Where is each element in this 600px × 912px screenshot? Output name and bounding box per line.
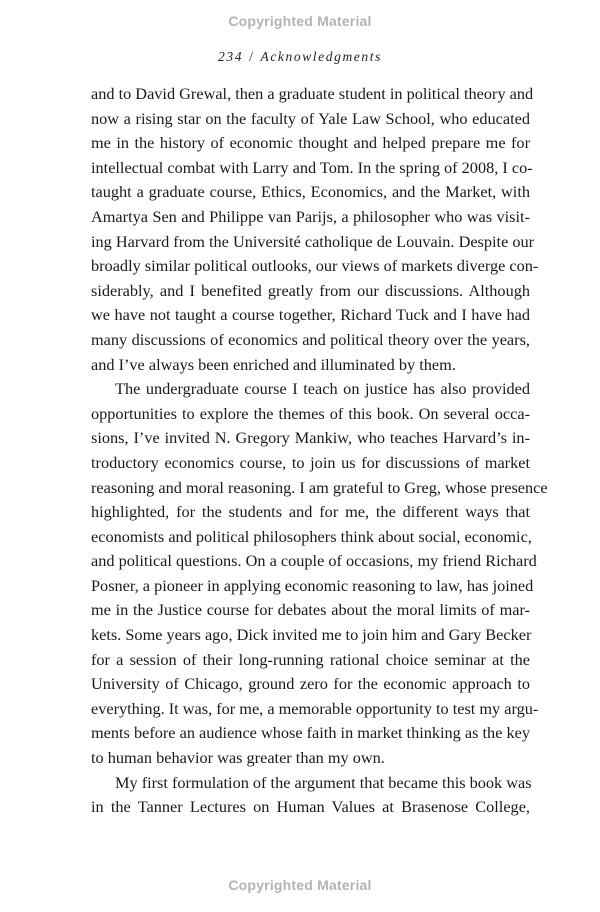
text-line: many discussions of economics and political theory over the years, (91, 329, 530, 349)
copyright-watermark-bottom: Copyrighted Material (228, 877, 372, 893)
text-line: we have not taught a course together, Richard Tuck and I have had (91, 305, 530, 325)
text-line: intellectual combat with Larry and Tom. In the spring of 2008, I co- (91, 157, 533, 177)
text-line: me in the history of economic thought and helped prepare me for (91, 133, 530, 153)
text-line: highlighted, for the students and for me, the different ways that (91, 502, 530, 522)
text-line: sions, I’ve invited N. Gregory Mankiw, who teaches Harvard’s in- (91, 428, 530, 448)
text-line: broadly similar political outlooks, our views of markets diverge con- (91, 256, 539, 276)
header-separator: / (249, 49, 255, 64)
paragraph (91, 82, 539, 377)
text-line: everything. It was, for me, a memorable opportunity to test my argu- (91, 698, 539, 718)
text-line: ments before an audience whose faith in market thinking as the key (91, 723, 530, 743)
text-line: in the Tanner Lectures on Human Values at Brasenose College, (91, 797, 530, 817)
text-line: and political questions. On a couple of occasions, my friend Richard (91, 551, 537, 571)
text-line: University of Chicago, ground zero for the economic approach to (91, 674, 530, 694)
text-line: to human behavior was greater than my own. (91, 748, 385, 768)
text-line: taught a graduate course, Ethics, Economics, and the Market, with (91, 182, 530, 202)
section-title: Acknowledgments (260, 49, 382, 64)
text-line: and to David Grewal, then a graduate student in political theory and (91, 84, 534, 103)
text-line: ing Harvard from the Université catholique de Louvain. Despite our (91, 231, 535, 251)
text-line: reasoning and moral reasoning. I am grateful to Greg, whose presence (91, 477, 548, 497)
text-line: troductory economics course, to join us for discussions of market (91, 452, 530, 472)
text-line: kets. Some years ago, Dick invited me to join him and Gary Becker (91, 625, 532, 645)
body-text (91, 82, 548, 820)
text-line: siderably, and I benefited greatly from our discussions. Although (91, 280, 530, 300)
text-line: My first formulation of the argument that became this book was (115, 772, 532, 792)
text-line: economists and political philosophers think about social, economic, (91, 526, 532, 546)
page-number: 234 (218, 49, 244, 64)
text-line: Posner, a pioneer in applying economic reasoning to law, has joined (91, 575, 534, 595)
text-line: me in the Justice course for debates about the moral limits of mar- (91, 600, 530, 620)
text-line: The undergraduate course I teach on justice has also provided (115, 379, 530, 399)
text-line: for a session of their long-running rational choice seminar at the (91, 649, 530, 669)
running-head (0, 49, 600, 65)
text-line: opportunities to explore the themes of this book. On several occa- (91, 403, 530, 423)
text-line: Amartya Sen and Philippe van Parijs, a philosopher who was visit- (91, 206, 530, 226)
paragraph (91, 377, 548, 771)
paragraph (91, 771, 530, 820)
text-line: and I’ve always been enriched and illuminated by them. (91, 354, 456, 374)
copyright-watermark-top: Copyrighted Material (228, 13, 372, 29)
text-line: now a rising star on the faculty of Yale Law School, who educated (91, 108, 530, 128)
